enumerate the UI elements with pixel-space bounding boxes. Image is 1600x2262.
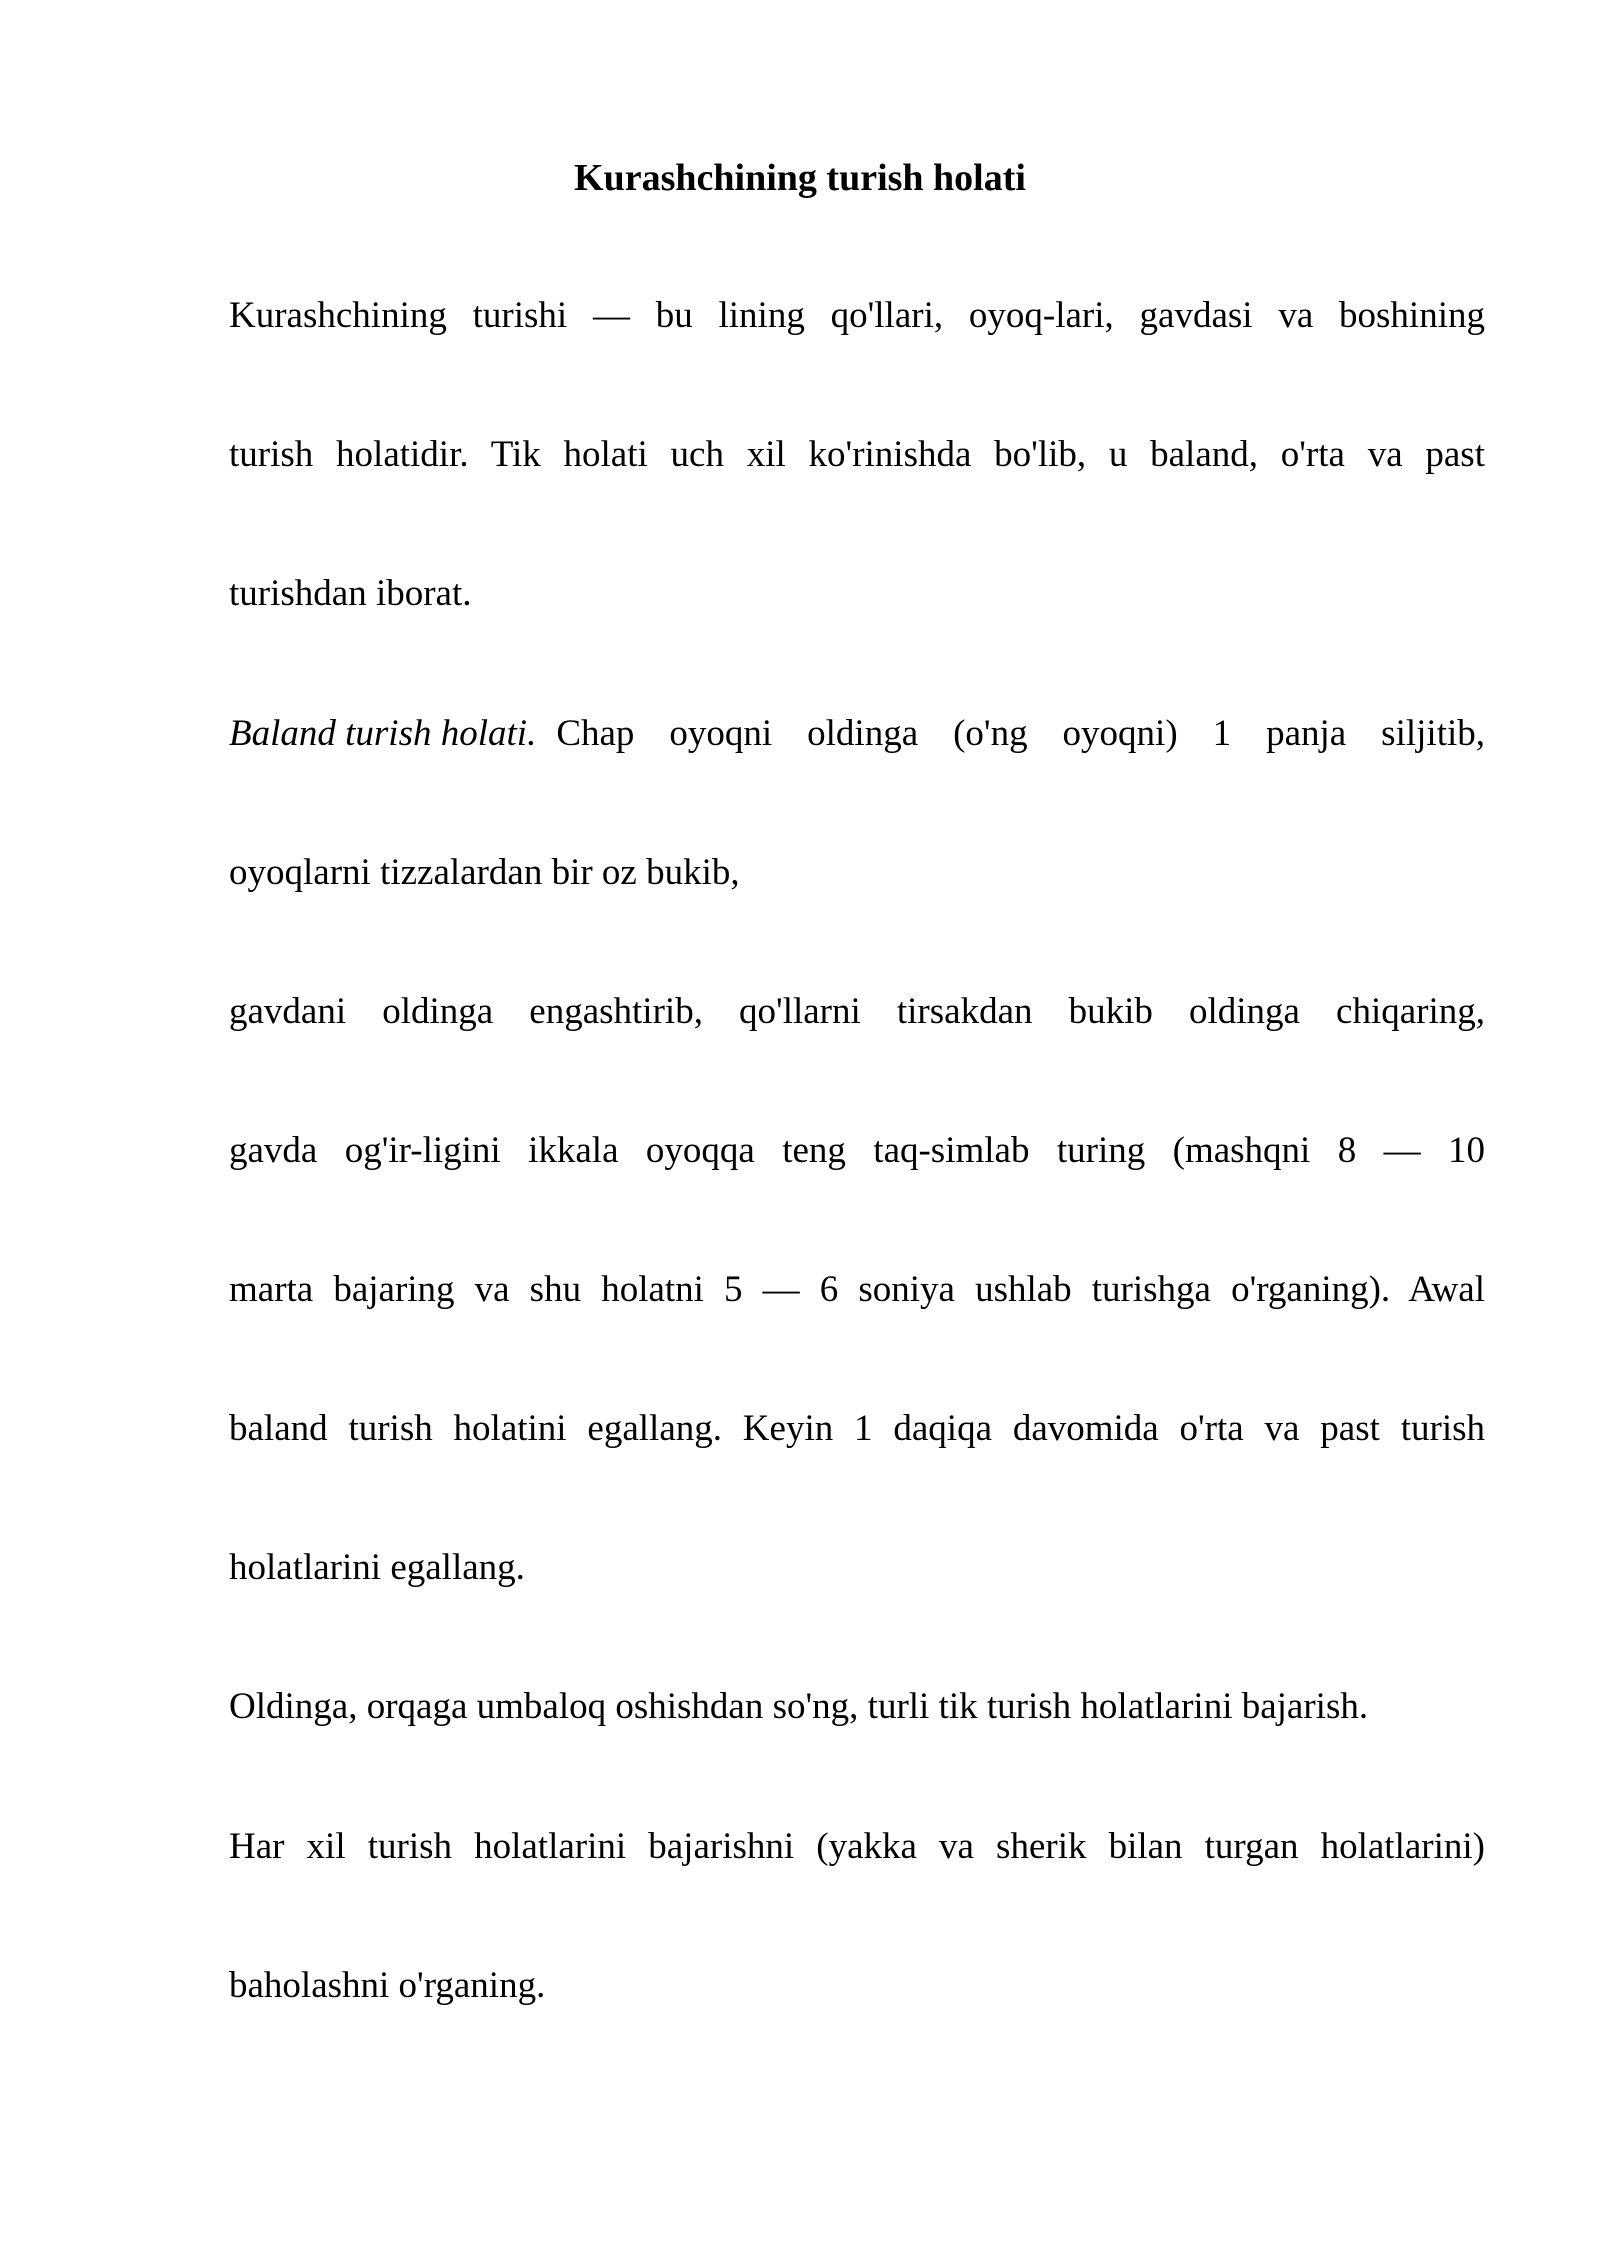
paragraph-4-line-1: Oldinga, orqaga umbaloq oshishdan so'ng, turli tik turish holatlarini bajarish. [229, 1686, 1369, 1727]
subheading-baland-turish: Baland turish holati. [229, 713, 537, 754]
paragraph-2-line-2: oyoqlarni tizzalardan bir oz bukib, [229, 852, 740, 893]
paragraph-1-line-2: turish holatidir. Tik holati uch xil ko'rinishda bo'lib, u baland, o'rta va past [229, 434, 1485, 475]
paragraph-3-line-2: gavda og'ir-ligini ikkala oyoqqa teng taq-simlab turing (mashqni 8 — 10 [229, 1130, 1485, 1171]
paragraph-5-line-2: baholashni o'rganing. [229, 1965, 546, 2006]
paragraph-2-line-1 [229, 706, 1485, 762]
paragraph-2-line-1-text: Chap oyoqni oldinga (o'ng oyoqni) 1 panja siljitib, [556, 713, 1485, 754]
paragraph-3-line-1: gavdani oldinga engashtirib, qo'llarni tirsakdan bukib oldinga chiqaring, [229, 991, 1485, 1032]
paragraph-3-line-5: holatlarini egallang. [229, 1547, 525, 1588]
document-title: Kurashchining turish holati [574, 157, 1026, 199]
paragraph-3-line-4: baland turish holatini egallang. Keyin 1 daqiqa davomida o'rta va past turish [229, 1408, 1485, 1449]
paragraph-3-line-3: marta bajaring va shu holatni 5 — 6 soniya ushlab turishga o'rganing). Awal [229, 1269, 1485, 1310]
paragraph-1-line-1: Kurashchining turishi — bu lining qo'llari, oyoq-lari, gavdasi va boshining [229, 295, 1485, 336]
paragraph-5-line-1: Har xil turish holatlarini bajarishni (yakka va sherik bilan turgan holatlarini) [229, 1826, 1485, 1867]
paragraph-1-line-3: turishdan iborat. [229, 573, 472, 614]
